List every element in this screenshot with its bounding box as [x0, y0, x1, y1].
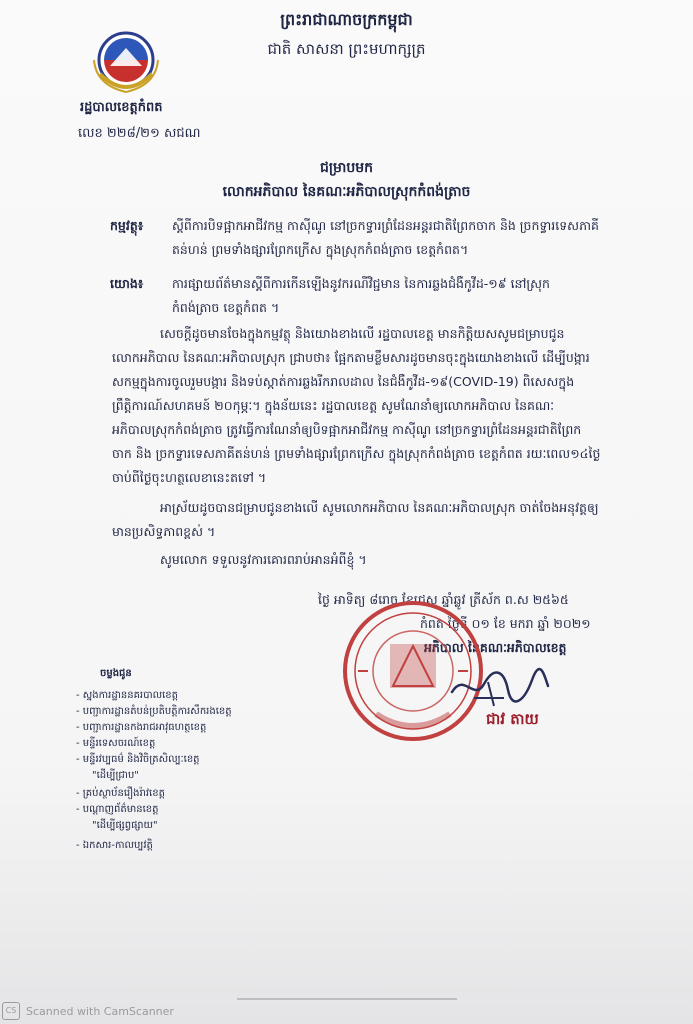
regards-line: សូមលោក ទទួលនូវការគោរពរាប់អានអំពីខ្ញុំ ។: [160, 552, 367, 567]
signer-title: អភិបាល នៃគណៈអភិបាលខេត្ត: [424, 640, 567, 655]
body-line: សកម្មក្នុងការចូលរួមបង្ការ និងទប់ស្កាត់ការឆ្លងរីករាលដាល នៃជំងឺកូវីដ-១៩(COVID-19) ពិសេសក្នុង: [112, 374, 575, 389]
cc-item: - បណ្តាញព័ត៌មានខេត្ត: [76, 804, 159, 815]
body-line: អភិបាលស្រុកកំពង់ត្រាច ត្រូវធ្វើការណែនាំឲ្យបិទផ្អាកអាជីវកម្ម កាស៊ីណូ នៅច្រកទ្វារព្រំដែនអន្តរជាតិព្រែក: [112, 422, 582, 437]
sender-administration: រដ្ឋបាលខេត្តកំពត: [80, 100, 163, 115]
recipient: លោកអភិបាល នៃគណៈអភិបាលស្រុកកំពង់ត្រាច: [222, 184, 471, 200]
subject-line: ស្តីពីការបិទផ្អាកអាជីវកម្ម កាស៊ីណូ នៅច្រកទ្វារព្រំដែនអន្តរជាតិព្រែកចាក និង ច្រកទ្វារទេសភាគី: [172, 218, 599, 233]
camscanner-icon: CS: [2, 1002, 20, 1020]
body-line: ព្រឹត្តិការណ៍សហគមន៍ ២០កុម្ភៈ។ ក្នុងន័យនេះ រដ្ឋបាលខេត្ត សូមណែនាំឲ្យលោកអភិបាល នៃគណៈ: [112, 398, 555, 413]
provincial-logo-icon: [86, 30, 166, 98]
kingdom-title: ព្រះរាជាណាចក្រកម្ពុជា: [280, 10, 413, 29]
cc-item: - ឯកសារ-កាលប្បវត្តិ: [76, 840, 153, 851]
lunar-date: ថ្ងៃ អាទិត្យ ៨រោច ខែជេស្ឋ ឆ្នាំឆ្លូវ ត្រីស័ក ព.ស ២៥៦៥: [318, 592, 569, 607]
subject-line: តន់ហន់ ព្រមទាំងផ្សារព្រែកក្រើស ក្នុងស្រុកកំពង់ត្រាច ខេត្តកំពត។: [172, 242, 469, 257]
reference-line: ការផ្សាយព័ត៌មានស្តីពីការកើនឡើងនូវករណីវិជ្ជមាន នៃការឆ្លងជំងឺកូវីដ-១៩ នៅស្រុក: [172, 276, 550, 291]
subject-label: កម្មវត្ថុ៖: [110, 218, 144, 233]
reference-label: យោង៖: [110, 276, 144, 291]
closing-line: មានប្រសិទ្ធភាពខ្ពស់ ។: [112, 524, 216, 539]
closing-line: អាស្រ័យដូចបានជម្រាបជូនខាងលើ សូមលោកអភិបាល នៃគណៈអភិបាលស្រុក ចាត់ចែងអនុវត្តឲ្យ: [160, 500, 599, 515]
cc-item: - មន្ទីរទេសចរណ៍ខេត្ត: [76, 738, 156, 749]
body-line: ចាក និង ច្រកទ្វារទេសភាគីតន់ហន់ ព្រមទាំងផ្សារព្រែកក្រើស ក្នុងស្រុកកំពង់ត្រាច ខេត្តកំពត រយៈពេល១៤ថ្ងៃ: [112, 446, 601, 461]
body-line: លោកអភិបាល នៃគណៈអភិបាលស្រុក ជ្រាបថា៖ ផ្អែកតាមខ្លឹមសារដូចមានចុះក្នុងយោងខាងលើ ដើម្បីបង្ការ: [112, 350, 590, 365]
watermark-label: Scanned with CamScanner: [26, 1004, 174, 1018]
body-line: សេចក្តីដូចមានចែងក្នុងកម្មវត្ថុ និងយោងខាងលើ រដ្ឋបាលខេត្ត មានកិត្តិយសសូមជម្រាបជូន: [160, 326, 565, 341]
handwritten-signature-icon: [444, 662, 554, 712]
divider: [237, 998, 457, 1000]
signer-name: ជាវ តាយ: [486, 710, 539, 728]
cc-item: - ស្នងការដ្ឋាននគរបាលខេត្ត: [76, 690, 179, 701]
national-motto: ជាតិ សាសនា ព្រះមហាក្សត្រ: [267, 40, 426, 58]
reference-line: កំពង់ត្រាច ខេត្តកំពត ។: [172, 300, 280, 315]
cc-item: - គ្រប់ស្ថាប័នរឿងរ៉ាវខេត្ត: [76, 788, 165, 799]
scanner-watermark: [2, 1002, 174, 1020]
cc-title: ចម្លងជូន: [100, 668, 132, 679]
solar-date: កំពត ថ្ងៃទី ០១ ខែ មករា ឆ្នាំ ២០២១: [420, 616, 591, 631]
cc-item: "ដើម្បីជ្រាប": [92, 770, 139, 781]
cc-item: - បញ្ជាការដ្ឋានកងរាជអាវុធហត្ថខេត្ត: [76, 722, 207, 733]
body-line: ចាប់ពីថ្ងៃចុះហត្ថលេខានេះតទៅ ។: [112, 470, 267, 485]
reference-number: លេខ ២២៨/២១ សជណ: [78, 126, 201, 141]
cc-item: "ដើម្បីផ្សព្វផ្សាយ": [92, 820, 158, 831]
letter-type: ជម្រាបមក: [319, 160, 374, 176]
cc-item: - មន្ទីរវប្បធម៌ និងវិចិត្រសិល្បៈខេត្ត: [76, 754, 200, 765]
cc-item: - បញ្ជាការដ្ឋានតំបន់ប្រតិបត្តិការសឹករងខេត្ត: [76, 706, 232, 717]
